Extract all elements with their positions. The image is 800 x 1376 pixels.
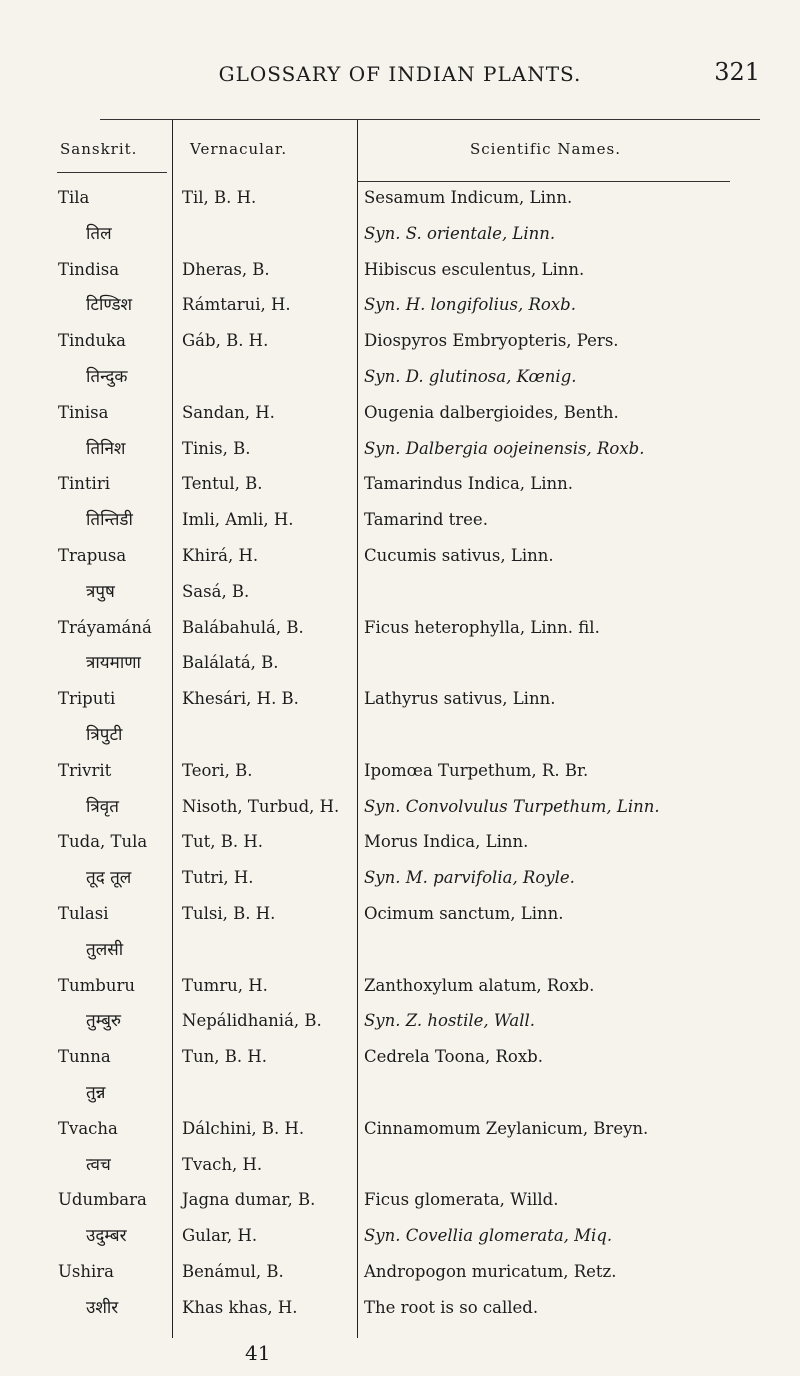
cell-vernacular: Sasá, B. (182, 582, 250, 601)
cell-vernacular: Khesári, H. B. (182, 689, 299, 708)
cell-sanskrit: Tunna (58, 1047, 111, 1066)
cell-scientific: Syn. Dalbergia oojeinensis, Roxb. (364, 439, 645, 458)
cell-scientific: The root is so called. (364, 1298, 539, 1317)
header-rule-left (57, 172, 167, 173)
cell-scientific: Syn. Covellia glomerata, Miq. (364, 1226, 613, 1245)
cell-sanskrit: Tumburu (58, 976, 135, 995)
cell-vernacular: Tutri, H. (182, 868, 254, 887)
column-divider-right (357, 120, 358, 1338)
page-number: 321 (714, 58, 760, 86)
cell-scientific: Syn. H. longifolius, Roxb. (364, 295, 576, 314)
cell-vernacular: Tinis, B. (182, 439, 251, 458)
cell-vernacular: Balábahulá, B. (182, 618, 304, 637)
page-header (0, 56, 800, 96)
cell-sanskrit: तिनिश (86, 439, 126, 459)
cell-vernacular: Nisoth, Turbud, H. (182, 797, 340, 816)
cell-scientific: Syn. Convolvulus Turpethum, Linn. (364, 797, 660, 816)
cell-sanskrit: Trivrit (58, 761, 112, 780)
cell-sanskrit: Triputi (58, 689, 116, 708)
cell-vernacular: Dálchini, B. H. (182, 1119, 305, 1138)
cell-scientific: Lathyrus sativus, Linn. (364, 689, 556, 708)
cell-scientific: Sesamum Indicum, Linn. (364, 188, 573, 207)
cell-sanskrit: तूद तूल (86, 868, 132, 888)
cell-sanskrit: Tindisa (58, 260, 120, 279)
cell-scientific: Ocimum sanctum, Linn. (364, 904, 564, 923)
cell-scientific: Zanthoxylum alatum, Roxb. (364, 976, 595, 995)
cell-sanskrit: उदुम्बर (86, 1226, 127, 1246)
cell-scientific: Syn. M. parvifolia, Royle. (364, 868, 575, 887)
cell-sanskrit: Tvacha (58, 1119, 118, 1138)
cell-sanskrit: Trapusa (58, 546, 127, 565)
signature-mark: 41 (245, 1341, 271, 1365)
cell-sanskrit: तुन्न (86, 1083, 106, 1103)
column-header-sanskrit: Sanskrit. (60, 140, 138, 158)
cell-vernacular: Khirá, H. (182, 546, 259, 565)
cell-vernacular: Tulsi, B. H. (182, 904, 276, 923)
cell-scientific: Tamarindus Indica, Linn. (364, 474, 574, 493)
cell-vernacular: Jagna dumar, B. (182, 1190, 316, 1209)
column-divider-left (172, 120, 173, 1338)
cell-scientific: Ficus heterophylla, Linn. fil. (364, 618, 600, 637)
cell-scientific: Ougenia dalbergioides, Benth. (364, 403, 619, 422)
cell-vernacular: Teori, B. (182, 761, 253, 780)
cell-scientific: Hibiscus esculentus, Linn. (364, 260, 585, 279)
cell-scientific: Ipomœa Turpethum, R. Br. (364, 761, 589, 780)
cell-vernacular: Imli, Amli, H. (182, 510, 294, 529)
cell-sanskrit: टिण्डिश (86, 295, 133, 315)
cell-scientific: Syn. S. orientale, Linn. (364, 224, 556, 243)
cell-sanskrit: त्रिवृत (86, 797, 119, 817)
top-rule (100, 119, 760, 120)
cell-scientific: Cedrela Toona, Roxb. (364, 1047, 543, 1066)
cell-sanskrit: उशीर (86, 1298, 119, 1318)
cell-scientific: Cucumis sativus, Linn. (364, 546, 554, 565)
cell-vernacular: Gular, H. (182, 1226, 258, 1245)
cell-sanskrit: तिन्तिडी (86, 510, 133, 530)
column-header-scientific: Scientific Names. (470, 140, 621, 158)
cell-vernacular: Nepálidhaniá, B. (182, 1011, 322, 1030)
cell-vernacular: Til, B. H. (182, 188, 257, 207)
cell-vernacular: Tvach, H. (182, 1155, 263, 1174)
cell-vernacular: Balálatá, B. (182, 653, 279, 672)
cell-sanskrit: Udumbara (58, 1190, 147, 1209)
cell-vernacular: Sandan, H. (182, 403, 275, 422)
cell-vernacular: Khas khas, H. (182, 1298, 298, 1317)
cell-vernacular: Tun, B. H. (182, 1047, 267, 1066)
cell-vernacular: Tentul, B. (182, 474, 263, 493)
cell-vernacular: Tumru, H. (182, 976, 268, 995)
cell-vernacular: Rámtarui, H. (182, 295, 291, 314)
cell-sanskrit: Tinduka (58, 331, 126, 350)
cell-scientific: Syn. D. glutinosa, Kœnig. (364, 367, 577, 386)
cell-sanskrit: Ushira (58, 1262, 115, 1281)
cell-sanskrit: Tila (58, 188, 90, 207)
cell-vernacular: Gáb, B. H. (182, 331, 269, 350)
cell-sanskrit: त्रिपुटी (86, 725, 123, 745)
cell-sanskrit: Tulasi (58, 904, 109, 923)
cell-vernacular: Tut, B. H. (182, 832, 264, 851)
cell-vernacular: Dheras, B. (182, 260, 270, 279)
cell-sanskrit: तुलसी (86, 940, 124, 960)
cell-scientific: Tamarind tree. (364, 510, 488, 529)
cell-scientific: Syn. Z. hostile, Wall. (364, 1011, 536, 1030)
cell-sanskrit: तिल (86, 224, 112, 244)
cell-sanskrit: त्वच (86, 1155, 111, 1175)
cell-scientific: Andropogon muricatum, Retz. (364, 1262, 617, 1281)
cell-sanskrit: त्रायमाणा (86, 653, 141, 673)
cell-sanskrit: Tintiri (58, 474, 110, 493)
column-header-vernacular: Vernacular. (190, 140, 288, 158)
cell-scientific: Cinnamomum Zeylanicum, Breyn. (364, 1119, 649, 1138)
cell-scientific: Morus Indica, Linn. (364, 832, 529, 851)
cell-sanskrit: तिन्दुक (86, 367, 128, 387)
running-title: GLOSSARY OF INDIAN PLANTS. (218, 62, 582, 86)
header-rule-right (358, 181, 730, 182)
cell-sanskrit: त्रपुष (86, 582, 115, 602)
cell-sanskrit: Tráyamáná (58, 618, 152, 637)
cell-sanskrit: Tuda, Tula (58, 832, 148, 851)
cell-sanskrit: Tinisa (58, 403, 109, 422)
cell-scientific: Ficus glomerata, Willd. (364, 1190, 559, 1209)
cell-vernacular: Benámul, B. (182, 1262, 284, 1281)
cell-scientific: Diospyros Embryopteris, Pers. (364, 331, 619, 350)
cell-sanskrit: तुम्बुरु (86, 1011, 122, 1031)
